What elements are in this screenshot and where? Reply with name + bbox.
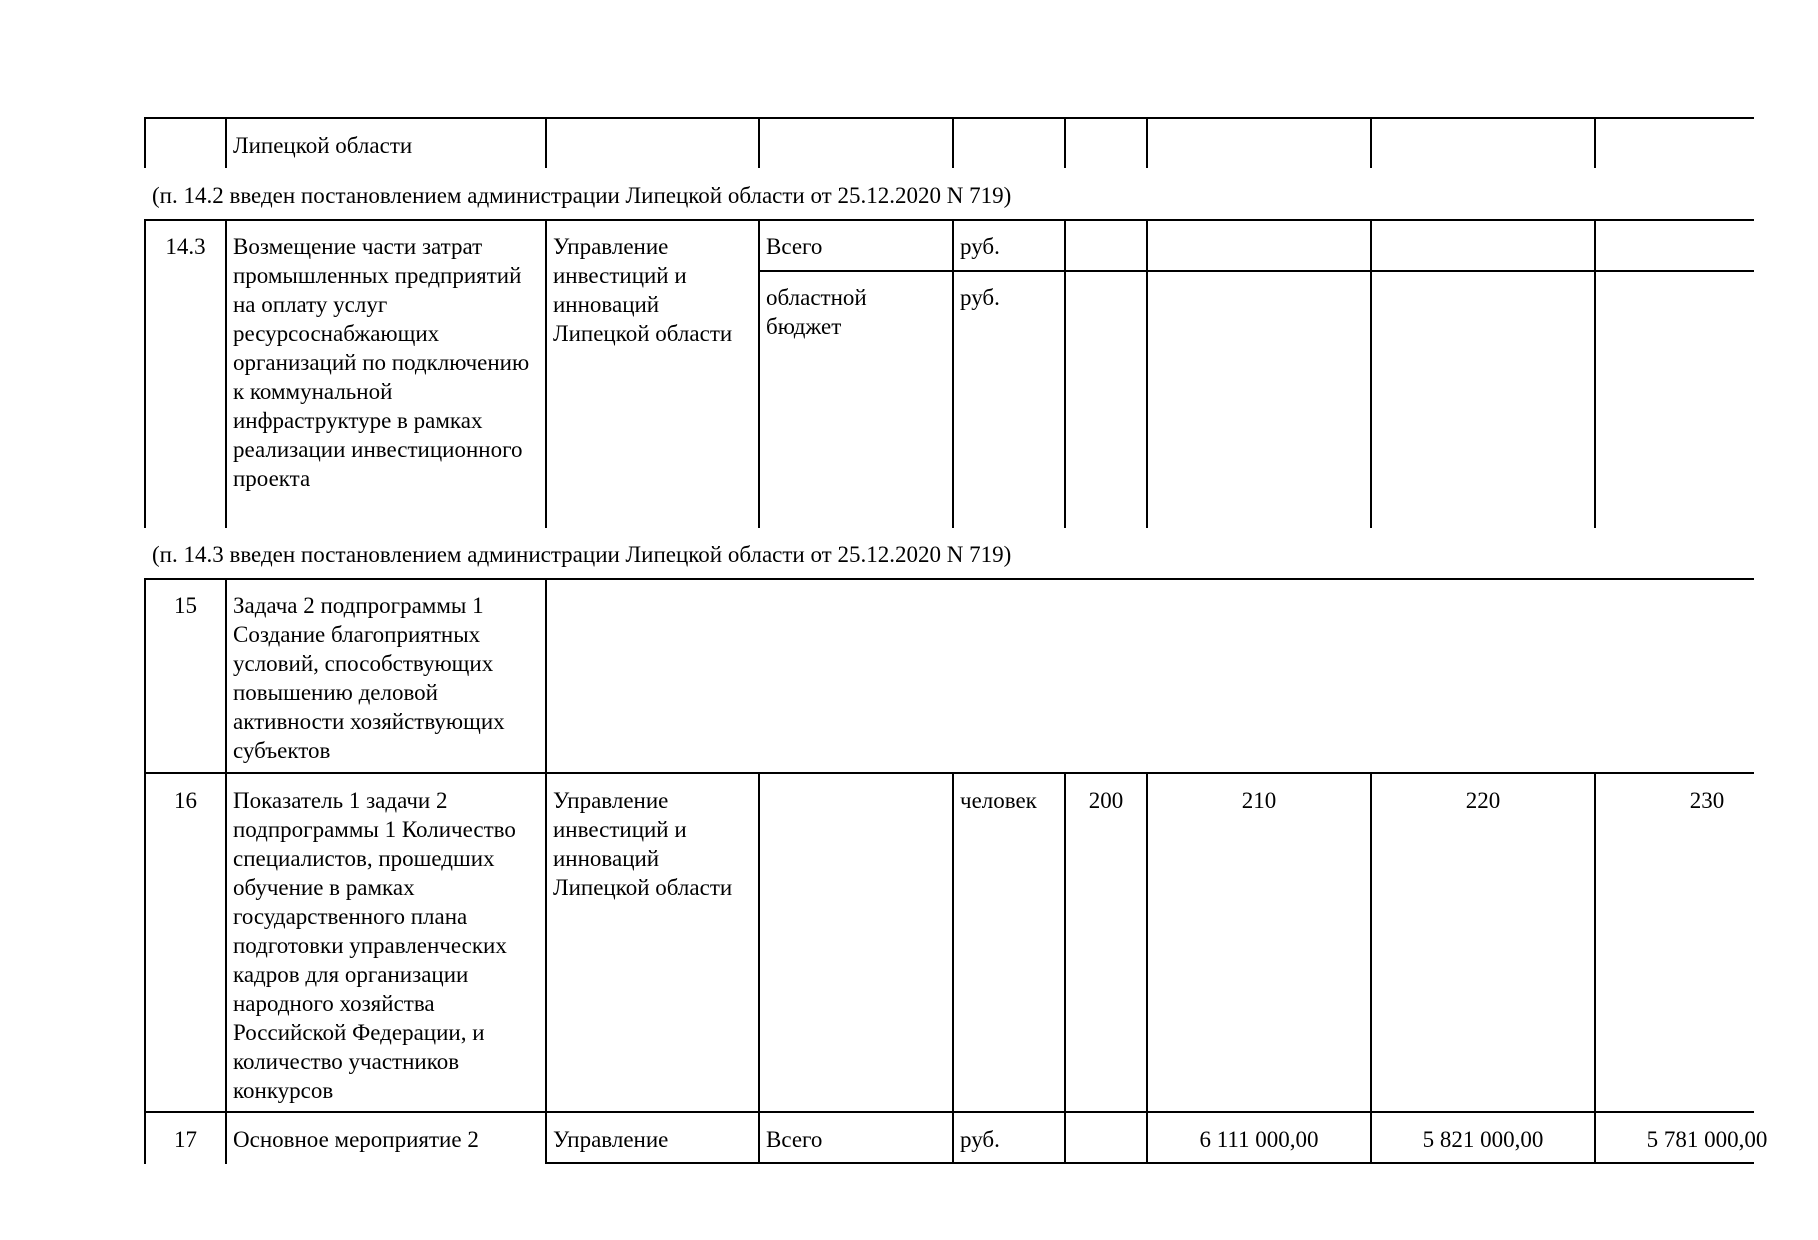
table-border — [1594, 219, 1596, 528]
row-17-number: 17 — [174, 1127, 197, 1152]
row-17-source: Всего — [766, 1127, 823, 1152]
row-16-unit: человек — [960, 788, 1037, 813]
row-16-value-year-1: 210 — [1241, 788, 1277, 813]
row-16-name: Показатель 1 задачи 2 подпрограммы 1 Количество специалистов, прошедших обучение в рамках государственного плана подготовки управленческих кадров для организации народного хозяйства Российской Федерации, и количество участников конкурсов — [233, 788, 516, 1103]
row-15-name: Задача 2 подпрограммы 1 Создание благоприятных условий, способствующих повышению деловой активности хозяйствующих субъектов — [233, 593, 505, 763]
table-border — [952, 117, 954, 168]
table-border — [1146, 219, 1148, 528]
table-border — [758, 772, 760, 1113]
row-17-name: Основное мероприятие 2 — [233, 1127, 479, 1152]
table-border — [545, 578, 547, 774]
table-border — [952, 772, 954, 1113]
table-border — [144, 219, 146, 528]
table-border — [144, 219, 1754, 221]
row-16-value-base: 200 — [1088, 788, 1124, 813]
row-16-executor: Управление инвестиций и инноваций Липецкой области — [553, 788, 733, 900]
table-border — [1064, 117, 1066, 168]
row-14-3-name: Возмещение части затрат промышленных предприятий на оплату услуг ресурсоснабжающих организаций по подключению к коммунальной инфраструктуре в рамках реализации инвестиционного проекта — [233, 234, 530, 491]
table-border — [1064, 219, 1066, 528]
row-14-3-unit-total: руб. — [960, 234, 1000, 259]
table-border — [1594, 772, 1596, 1113]
row-14-3-source-total: Всего — [766, 234, 823, 259]
row-14-3-number: 14.3 — [165, 234, 206, 259]
table-border — [758, 270, 1754, 272]
row-16-value-year-2: 220 — [1465, 788, 1501, 813]
row-14-3-unit-regional: руб. — [960, 285, 1000, 310]
table-border — [144, 1111, 1754, 1113]
amendment-note-14-2: (п. 14.2 введен постановлением администрации Липецкой области от 25.12.2020 N 719) — [152, 183, 1012, 208]
table-border — [1370, 219, 1372, 528]
table-border — [144, 578, 1754, 580]
row-16-number: 16 — [174, 788, 197, 813]
table-border — [1370, 117, 1372, 168]
table-border — [1064, 1111, 1066, 1164]
amendment-note-14-3: (п. 14.3 введен постановлением администрации Липецкой области от 25.12.2020 N 719) — [152, 542, 1012, 567]
table-border — [144, 772, 1754, 774]
table-border — [545, 1162, 1754, 1164]
row-17-value-year-3: 5 781 000,00 — [1646, 1127, 1768, 1152]
row-17-value-year-2: 5 821 000,00 — [1422, 1127, 1544, 1152]
row-16-value-year-3: 230 — [1689, 788, 1725, 813]
table-border — [144, 117, 1754, 119]
table-border — [1064, 772, 1066, 1113]
table-border — [144, 772, 146, 1113]
table-border — [144, 117, 146, 168]
row-17-executor: Управление — [553, 1127, 669, 1152]
table-border — [1146, 117, 1148, 168]
row-15-number: 15 — [174, 593, 197, 618]
table-border — [952, 219, 954, 528]
row-17-unit: руб. — [960, 1127, 1000, 1152]
table-border — [758, 117, 760, 168]
table-border — [1370, 772, 1372, 1113]
row-17-value-year-1: 6 111 000,00 — [1199, 1127, 1319, 1152]
table-border — [545, 117, 547, 168]
row-14-3-source-regional: областной бюджет — [766, 285, 867, 339]
table-border — [1146, 772, 1148, 1113]
row-14-3-executor: Управление инвестиций и инноваций Липецкой области — [553, 234, 733, 346]
row-14-2-name-tail: Липецкой области — [233, 133, 413, 158]
table-border — [758, 219, 760, 528]
table-border — [1594, 117, 1596, 168]
